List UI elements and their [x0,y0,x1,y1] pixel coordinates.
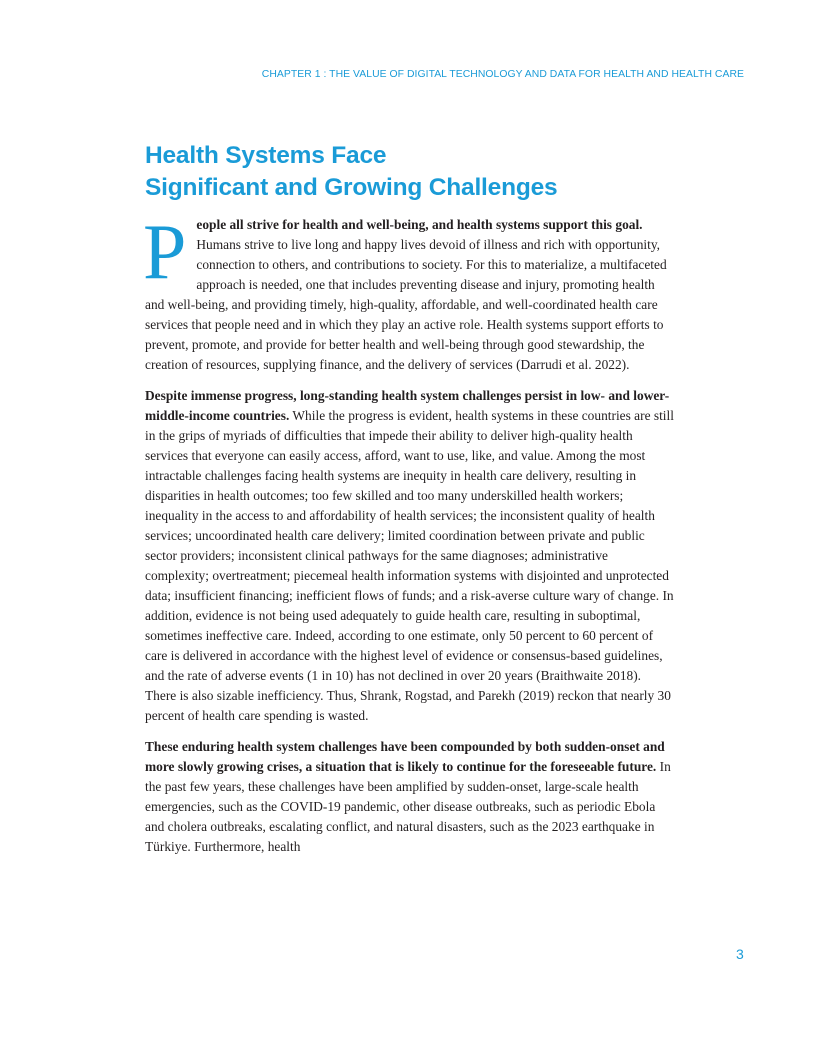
paragraph-3 [145,737,675,857]
paragraph-2-text: While the progress is evident, health systems in these countries are still in the grips of myriads of difficulties that impede their ability to deliver high-quality health services that everyone can easily access, afford, want to use, like, and value. Among the most intractable challenges facing health systems are inequity in health care delivery, resulting in disparities in health outcomes; too few skilled and too many underskilled health workers; inequality in the access to and affordability of health services; the inconsistent quality of health services; uncoordinated health care delivery; limited coordination between private and public sector providers; inconsistent clinical pathways for the same diagnoses; administrative complexity; overtreatment; piecemeal health information systems with disjointed and unprotected data; insufficient financing; inefficient flows of funds; and a risk-averse culture wary of change. In addition, evidence is not being used adequately to guide health care, resulting in suboptimal, sometimes ineffective care. Indeed, according to one estimate, only 50 percent to 60 percent of care is delivered in accordance with the highest level of evidence or consensus-based guidelines, and the rate of adverse events (1 in 10) has not declined in over 20 years (Braithwaite 2018). There is also sizable inefficiency. Thus, Shrank, Rogstad, and Parekh (2019) reckon that nearly 30 percent of health care spending is wasted. [145,408,674,723]
running-head: CHAPTER 1 : THE VALUE OF DIGITAL TECHNOLOGY AND DATA FOR HEALTH AND HEALTH CARE [261,69,744,80]
paragraph-2-lead-in: Despite immense progress, long-standing health system challenges persist in low- and lower-middle-income countries. [145,388,670,423]
paragraph-1-text: Humans strive to live long and happy lives devoid of illness and rich with opportunity, connection to others, and contributions to society. For this to materialize, a multifaceted approach is needed, one that includes preventing disease and injury, promoting health and well-being, and providing timely, high-quality, affordable, and well-coordinated health care services that people need and in which they play an active role. Health systems support efforts to prevent, promote, and provide for better health and well-being through good stewardship, the creation of resources, supplying finance, and the delivery of services (Darrudi et al. 2022). [145,237,667,372]
paragraph-3-lead-in: These enduring health system challenges have been compounded by both sudden-onset and more slowly growing crises, a situation that is likely to continue for the foreseeable future. [145,739,665,774]
drop-cap: P [143,208,187,295]
section-title [145,140,557,204]
body-text [143,208,675,868]
paragraph-1-lead-in: eople all strive for health and well-being, and health systems support this goal. [196,217,643,232]
section-title-line-2: Significant and Growing Challenges [145,174,558,201]
paragraph-1 [143,208,675,375]
section-title-line-1: Health Systems Face [145,142,387,169]
paragraph-2 [145,386,675,726]
paragraph-3-text: In the past few years, these challenges have been amplified by sudden-onset, large-scale health emergencies, such as the COVID-19 pandemic, other disease outbreaks, such as periodic Ebola and cholera outbreaks, escalating conflict, and natural disasters, such as the 2023 earthquake in Türkiye. Furthermore, health [145,759,671,854]
page-number: 3 [736,946,744,962]
